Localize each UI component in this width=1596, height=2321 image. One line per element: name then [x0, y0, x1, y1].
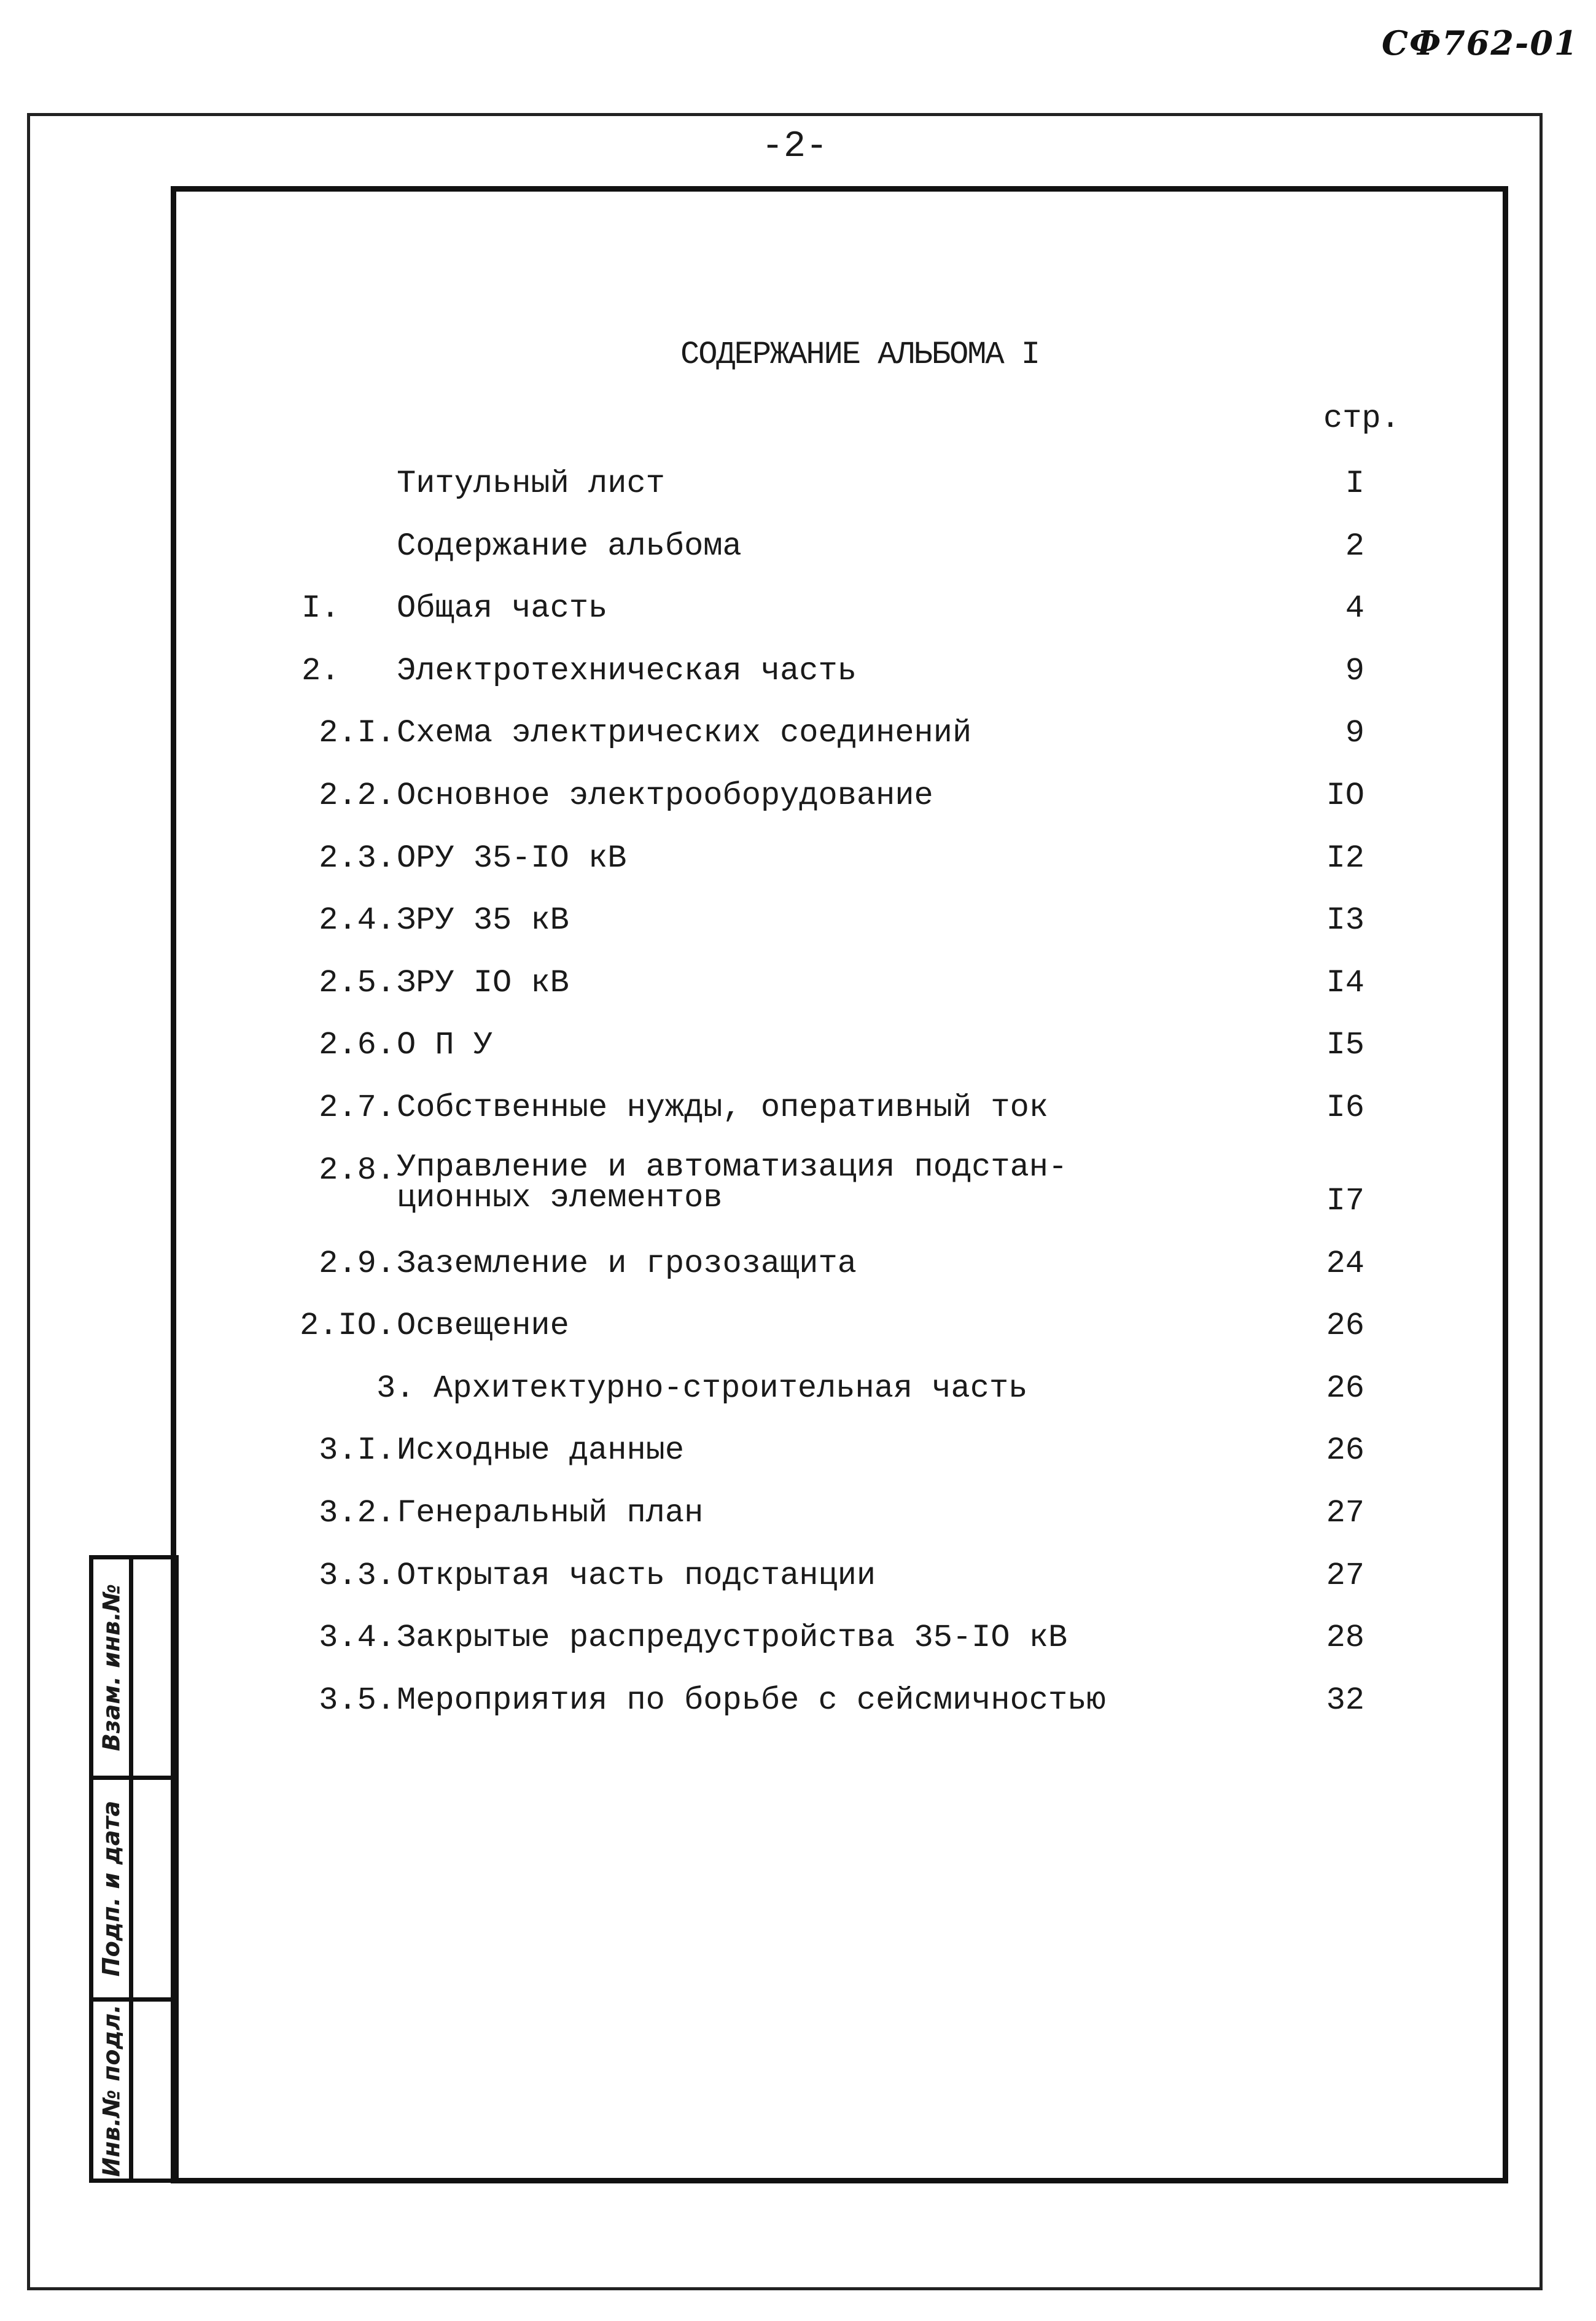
toc-entry-page: I2	[1326, 840, 1364, 876]
toc-entry-page: 26	[1326, 1370, 1364, 1406]
toc-entry	[270, 965, 1376, 1028]
toc-entry-page: I6	[1326, 1089, 1364, 1126]
toc-entry-number: 3.I.	[319, 1432, 395, 1469]
toc-entry-number: 3.2.	[319, 1494, 395, 1531]
toc-entry-page: 26	[1326, 1308, 1364, 1344]
toc-entry-page: I4	[1326, 964, 1364, 1001]
page-number: -2-	[761, 126, 828, 168]
toc-entry-page: I3	[1326, 902, 1364, 939]
toc-entry-number: 2.	[302, 652, 340, 689]
toc-entry-page: 9	[1345, 715, 1364, 752]
toc-entry-number: 3.4.	[319, 1620, 395, 1656]
toc-entry	[270, 715, 1376, 778]
toc-entry-number: 3.	[376, 1370, 415, 1406]
toc-entry-number: 2.IO.	[299, 1308, 395, 1344]
toc-entry-title: Собственные нужды, оперативный ток	[397, 1089, 1048, 1126]
toc-entry-number: 2.I.	[319, 715, 395, 752]
toc-entry-title: Электротехническая часть	[397, 652, 857, 689]
stamp-label: Взам. инв.№	[98, 1583, 125, 1752]
stamp-label: Подп. и дата	[98, 1800, 125, 1977]
toc-entry	[270, 1149, 1376, 1246]
toc-entry	[270, 1620, 1376, 1682]
toc-entry-page: I	[1345, 466, 1364, 502]
toc-entry-page: I5	[1326, 1027, 1364, 1064]
toc-entry-title: Содержание альбома	[397, 528, 742, 564]
toc-entry-page: 27	[1326, 1494, 1364, 1531]
toc-entry-number: 2.9.	[319, 1245, 395, 1282]
toc-entry-title: Закрытые распредустройства 35-IO кВ	[397, 1620, 1068, 1656]
toc-entry-title: ЗРУ IO кВ	[397, 964, 569, 1001]
toc-entry-number: 2.8.	[319, 1152, 395, 1188]
toc-entry	[270, 528, 1376, 591]
toc-entry-title: Схема электрических соединений	[397, 715, 972, 752]
stamp-divider	[93, 1776, 174, 1780]
toc-entry-number: 2.2.	[319, 777, 395, 814]
toc-entry-page: 4	[1345, 590, 1364, 627]
toc-entry-title: О П У	[397, 1027, 493, 1064]
toc-entry	[270, 1370, 1376, 1433]
toc-entry-number: 2.4.	[319, 902, 395, 939]
toc-entry	[270, 778, 1376, 840]
document-code: СФ762-01	[1382, 23, 1579, 63]
toc-entry	[270, 1682, 1376, 1745]
toc-entry-title: Открытая часть подстанции	[397, 1557, 876, 1594]
toc-entry-page: I7	[1326, 1182, 1364, 1219]
toc-entry-title: Общая часть	[397, 590, 608, 627]
toc-entry-title: Исходные данные	[397, 1432, 685, 1469]
page-title: СОДЕРЖАНИЕ АЛЬБОМА I	[680, 337, 1040, 373]
toc-entry-title: Освещение	[397, 1308, 569, 1344]
toc-entry	[270, 902, 1376, 965]
toc-entry-page: 26	[1326, 1432, 1364, 1469]
toc-entry-number: 3.3.	[319, 1557, 395, 1594]
toc-entry-number: 3.5.	[319, 1682, 395, 1718]
toc-entry-page: 27	[1326, 1557, 1364, 1594]
toc-entry	[270, 1090, 1376, 1152]
table-of-contents	[270, 466, 1376, 1744]
toc-entry-number: 2.6.	[319, 1027, 395, 1064]
toc-entry	[270, 1308, 1376, 1370]
toc-entry-page: 2	[1345, 528, 1364, 564]
toc-entry-page: 9	[1345, 652, 1364, 689]
toc-entry-title: Титульный лист	[397, 466, 665, 502]
toc-entry	[270, 1246, 1376, 1308]
toc-entry	[270, 840, 1376, 903]
toc-entry-number: 2.5.	[319, 964, 395, 1001]
stamp-label: Инв.№ подл.	[98, 2004, 125, 2177]
stamp-cell-original-inv	[93, 2002, 129, 2180]
toc-entry-title: Основное электрооборудование	[397, 777, 933, 814]
toc-entry-title: ОРУ 35-IO кВ	[397, 840, 627, 876]
toc-entry-number: 2.3.	[319, 840, 395, 876]
toc-entry-page: IO	[1326, 777, 1364, 814]
toc-entry-title: Архитектурно-строительная часть	[434, 1370, 1028, 1406]
toc-entry	[270, 466, 1376, 528]
toc-entry	[270, 1495, 1376, 1558]
toc-entry	[270, 590, 1376, 653]
toc-entry-title: Заземление и грозозащита	[397, 1245, 857, 1282]
page-column-header: стр.	[1323, 400, 1400, 437]
toc-entry	[270, 1558, 1376, 1620]
toc-entry-number: I.	[302, 590, 340, 627]
toc-entry-page: 32	[1326, 1682, 1364, 1718]
toc-entry	[270, 653, 1376, 716]
stamp-value-column	[129, 1559, 133, 2179]
toc-entry-title: Генеральный план	[397, 1494, 704, 1531]
stamp-cell-signature-date	[93, 1780, 129, 1997]
side-stamp	[89, 1555, 179, 2183]
toc-entry	[270, 1027, 1376, 1090]
toc-entry-page: 24	[1326, 1245, 1364, 1282]
stamp-cell-replacement-inv	[93, 1559, 129, 1776]
toc-entry-title: Управление и автоматизация подстан- ционных элементов	[397, 1149, 1068, 1216]
toc-entry	[270, 1432, 1376, 1495]
toc-entry-title: ЗРУ 35 кВ	[397, 902, 569, 939]
toc-entry-title: Мероприятия по борьбе с сейсмичностью	[397, 1682, 1106, 1718]
toc-entry-number: 2.7.	[319, 1089, 395, 1126]
toc-entry-page: 28	[1326, 1620, 1364, 1656]
stamp-divider	[93, 1997, 174, 2002]
